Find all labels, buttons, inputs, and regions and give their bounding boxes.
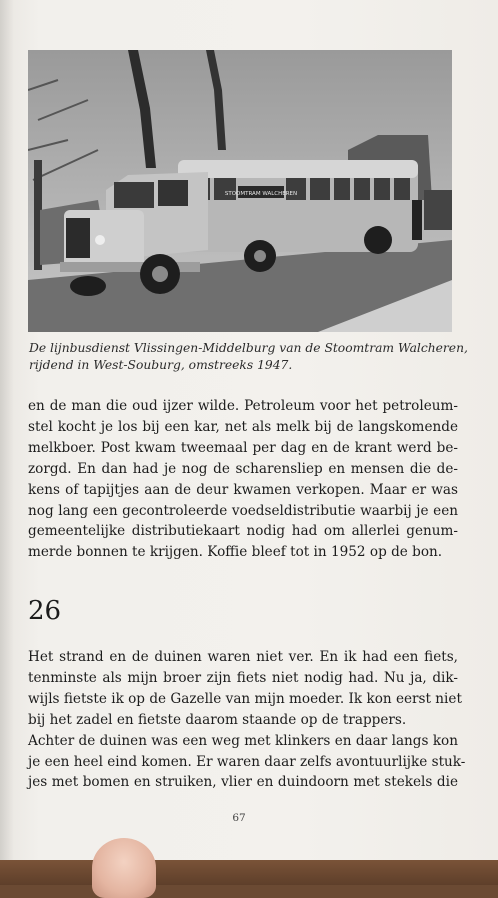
text-line: stel kocht je los bij een kar, net als melk bij de langskomende [28,418,458,435]
text-line: Achter de duinen was een weg met klinkers en daar langs kon [28,732,458,749]
text-line: jes met bomen en struiken, vlier en duindoorn met stekels die [28,774,458,791]
thumb [92,838,156,898]
text-line: en de man die oud ijzer wilde. Petroleum voor het petroleum- [28,398,458,414]
text-line: merde bonnen te krijgen. Koffie bleef tot in 1952 op de bon. [28,544,443,561]
wooden-table [0,860,498,885]
bus-photo [28,50,452,332]
page-number: 67 [232,812,246,824]
page-gutter-shadow [0,0,14,860]
bus-destination-sign: STOOMTRAM WALCHEREN [224,191,298,197]
text-line: kens of tapijtjes aan de deur kwamen verkopen. Maar er was [28,481,458,498]
text-line: bij het zadel en fietste daarom staande op de trappers. [28,711,407,728]
paragraph-chapter-start [28,647,466,793]
photo-caption [29,340,469,374]
text-line: je een heel eind komen. Er waren daar zelfs avontuurlijke stuk- [28,753,466,770]
text-line: nog lang een gecontroleerde voedseldistributie waarbij je een [28,502,458,519]
chapter-number: 26 [28,596,62,626]
text-line: Het strand en de duinen waren niet ver. En ik had een fiets, [28,649,458,665]
text-line: melkboer. Post kwam tweemaal per dag en de krant werd be- [28,439,458,456]
text-line: tenminste als mijn broer zijn fiets niet nodig had. Nu ja, dik- [28,669,458,686]
caption-line: De lijnbusdienst Vlissingen-Middelburg van de Stoomtram Walcheren, [29,341,468,355]
bus-photo-illustration [28,50,452,332]
text-line: gemeentelijke distributiekaart nodig had om allerlei genum- [28,523,458,540]
paragraph-continued [28,396,458,563]
caption-line: rijdend in West-Souburg, omstreeks 1947. [29,358,293,372]
text-line: zorgd. En dan had je nog de scharensliep en mensen die de- [28,460,458,477]
text-line: wijls fietste ik op de Gazelle van mijn moeder. Ik kon eerst niet [28,690,462,707]
